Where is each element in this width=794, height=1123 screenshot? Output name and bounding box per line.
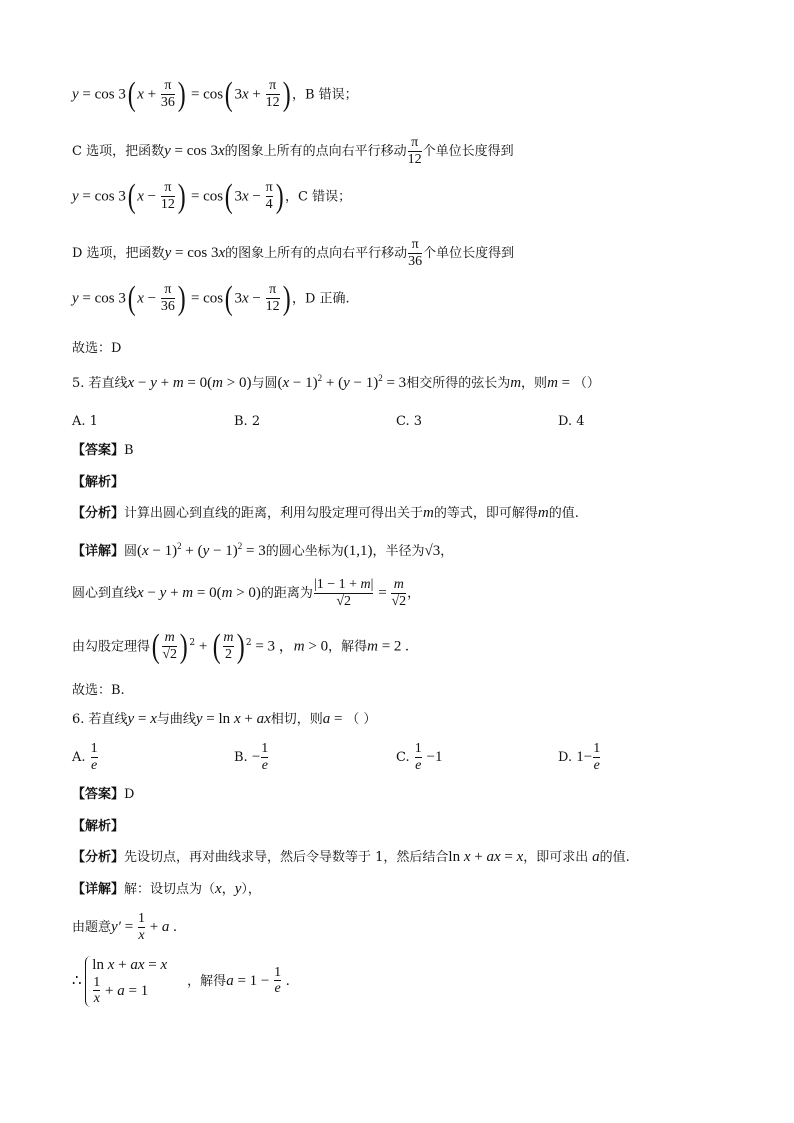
equation-system: ln x + ax = x $\frac{1}{x}$ + a = 1: [85, 956, 167, 1007]
derivative-6: 由题意y′ = $\frac{1}{x}$ + a .: [72, 911, 177, 943]
question-6: 6. 若直线y = x与曲线y = ln x + ax相切，则a = （ ）: [72, 711, 377, 727]
q6-option-d: D. 1− $\frac{1}{e}$: [558, 741, 601, 773]
q6-option-c: C. $\frac{1}{e}$ −1: [396, 741, 443, 773]
q5-option-a: A. 1: [72, 414, 98, 429]
analysis-6-detail: 【详解】解：设切点为（x，y），: [72, 881, 261, 897]
choice-4: 故选：D: [72, 341, 122, 356]
pythagoras-5: 由勾股定理得( $\frac{m}{√2}$ ) $^2$ + ( $\frac{m}{2}$ ) $^2$ = 3 ，m > 0，解得m = 2 .: [72, 628, 409, 665]
analysis-6-summary: 【分析】先设切点，再对曲线求导，然后令导数等于 1，然后结合ln x + ax = x，即可求出 a的值.: [72, 849, 630, 865]
question-5: 5. 若直线x − y + m = 0(m > 0)与圆$(x - 1)^2 + (y - 1)^2 = 3$相交所得的弦长为m，则m = （）: [72, 373, 600, 391]
choice-5: 故选：B.: [72, 683, 125, 698]
step-b-result: y = cos 3( x + $\frac{\pi}{36}$ ) = cos( 3x + $\frac{\pi}{12}$ ) ，B 错误；: [72, 76, 358, 113]
analysis-6-heading: 【解析】: [72, 819, 125, 834]
q6-option-b: B. − $\frac{1}{e}$: [234, 741, 269, 773]
analysis-5-detail: 【详解】圆$(x - 1)^2 + (y - 1)^2 = 3$的圆心坐标为(1,1)，半径为√3，: [72, 541, 454, 559]
q5-option-d: D. 4: [558, 414, 585, 429]
option-c-text: C 选项，把函数y = cos 3x的图象上所有的点向右平行移动 $\frac{\pi}{12}$ 个单位长度得到: [72, 135, 514, 167]
analysis-5-heading: 【解析】: [72, 475, 125, 490]
option-d-text: D 选项，把函数y = cos 3x的图象上所有的点向右平行移动 $\frac{\pi}{36}$ 个单位长度得到: [72, 237, 515, 269]
q6-option-a: A. $\frac{1}{e}$: [72, 741, 98, 773]
analysis-5-summary: 【分析】计算出圆心到直线的距离，利用勾股定理可得出关于m的等式，即可解得m的值.: [72, 505, 579, 521]
q5-option-c: C. 3: [396, 414, 423, 429]
step-c-result: y = cos 3( x − $\frac{\pi}{12}$ ) = cos( 3x − $\frac{\pi}{4}$ ) ，C 错误；: [72, 178, 352, 215]
step-d-result: y = cos 3( x − $\frac{\pi}{36}$ ) = cos( 3x − $\frac{\pi}{12}$ ) ，D 正确.: [72, 280, 350, 317]
distance-5: 圆心到直线x − y + m = 0(m > 0)的距离为 $\frac{|1 - 1 + m|}{√2}$ = $\frac{m}{√2}$ ，: [72, 577, 421, 609]
answer-5: 【答案】B: [72, 443, 134, 458]
system-6: ∴ ln x + ax = x $\frac{1}{x}$ + a = 1 ，解得a = 1 − $\frac{1}{e}$ .: [72, 957, 290, 1007]
q5-option-b: B. 2: [234, 414, 261, 429]
answer-6: 【答案】D: [72, 787, 135, 802]
